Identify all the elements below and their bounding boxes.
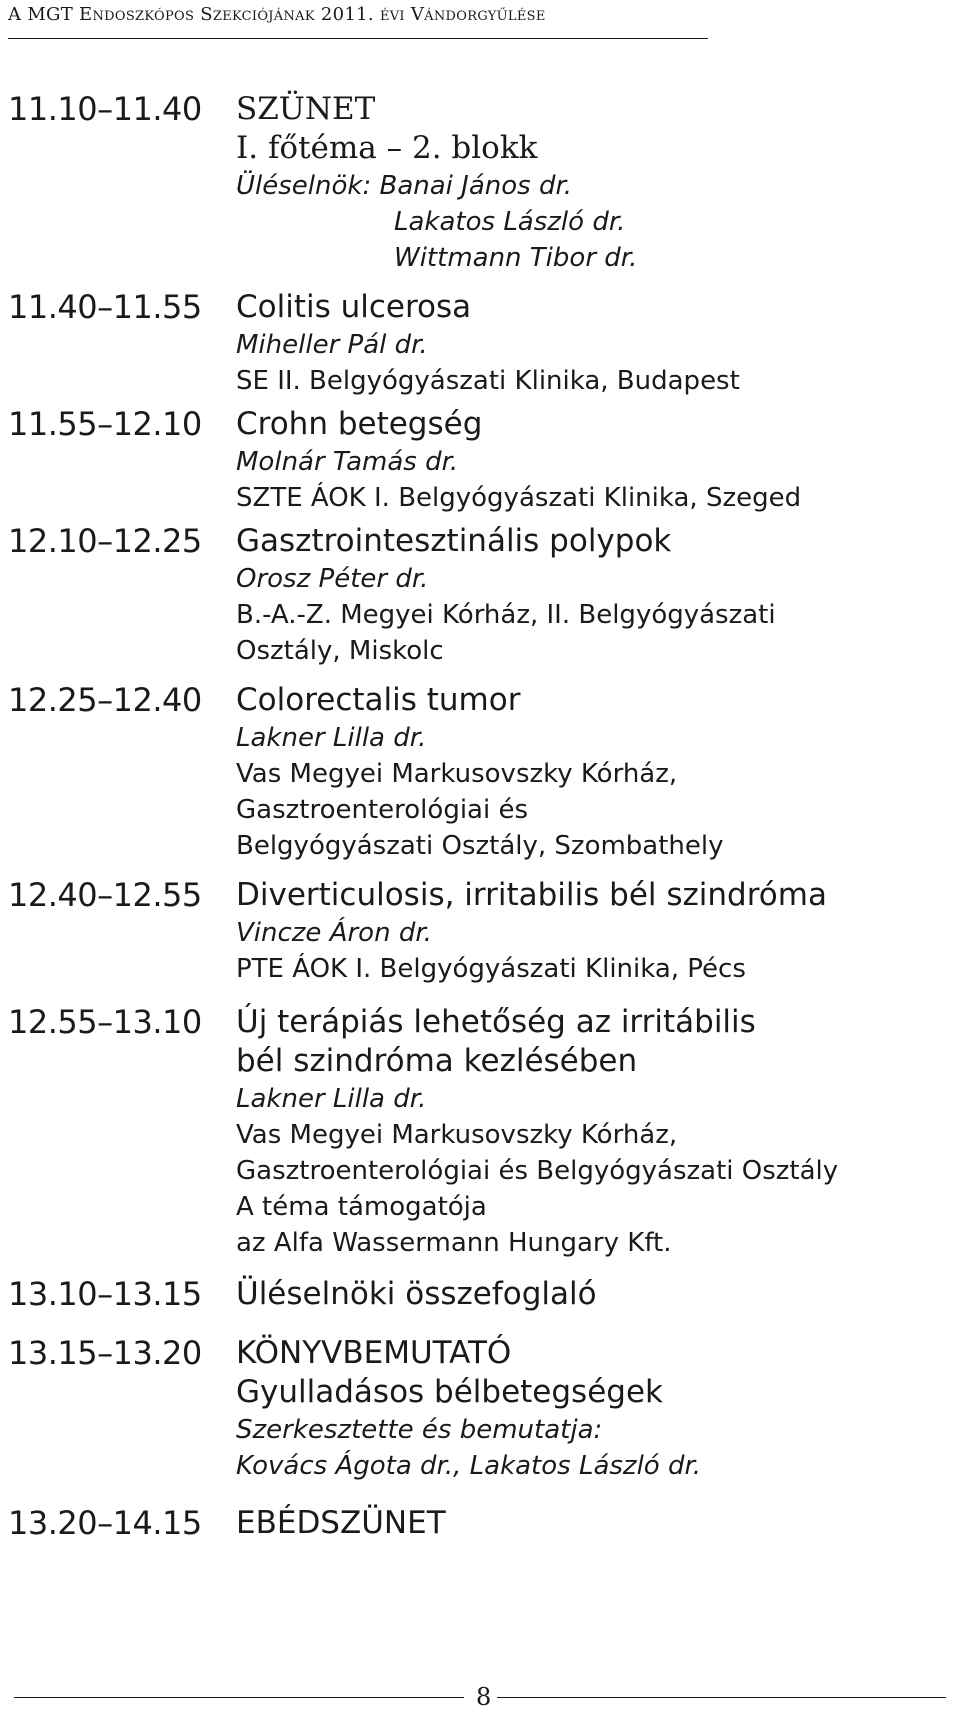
program-time: 13.10–13.15 [8,1275,202,1313]
program-title: Diverticulosis, irritabilis bél szindróma [236,877,827,913]
program-details [236,288,952,399]
header-divider [8,38,708,39]
program-time: 12.55–13.10 [8,1003,202,1041]
program-title-continued: bél szindróma kezlésében [236,1043,638,1079]
program-details [236,681,952,864]
speaker-name: Lakner Lilla dr. [236,723,427,753]
affiliation-line: PTE ÁOK I. Belgyógyászati Klinika, Pécs [236,954,746,984]
speaker-name: Üléselnök: Banai János dr. [236,171,573,201]
program-time: 12.40–12.55 [8,876,202,914]
page-header [8,0,952,25]
affiliation-line: az Alfa Wassermann Hungary Kft. [236,1228,672,1258]
affiliation-line: Gasztroenterológiai és [236,795,529,825]
program-item [8,90,952,276]
speaker-name: Vincze Áron dr. [236,918,432,948]
affiliation-line: Vas Megyei Markusovszky Kórház, [236,759,678,789]
program-item [8,522,952,669]
program-details [236,90,952,276]
program-details [236,1504,952,1543]
program-item [8,876,952,987]
program-title-continued: Gyulladásos bélbetegségek [236,1374,663,1410]
program-item [8,288,952,399]
program-time: 13.15–13.20 [8,1334,202,1372]
affiliation-line: B.-A.-Z. Megyei Kórház, II. Belgyógyászati [236,600,776,630]
program-title: Új terápiás lehetőség az irritábilis [236,1004,756,1040]
program-time: 11.40–11.55 [8,288,202,326]
program-item [8,405,952,516]
affiliation-line: SZTE ÁOK I. Belgyógyászati Klinika, Szeged [236,483,802,513]
program-item [8,1334,952,1484]
program-title: SZÜNET [236,91,376,127]
program-item [8,1275,952,1314]
speaker-name: Kovács Ágota dr., Lakatos László dr. [236,1451,702,1481]
program-title: Crohn betegség [236,406,483,442]
footer-divider-left [14,1697,464,1698]
program-details [236,876,952,987]
speaker-name: Miheller Pál dr. [236,330,428,360]
program-details [236,405,952,516]
program-title: Gasztrointesztinális polypok [236,523,672,559]
affiliation-line: Belgyógyászati Osztály, Szombathely [236,831,724,861]
program-time: 12.25–12.40 [8,681,202,719]
program-time: 11.55–12.10 [8,405,202,443]
program-time: 13.20–14.15 [8,1504,202,1542]
chair-name: Lakatos László dr. [394,207,626,237]
speaker-name: Szerkesztette és bemutatja: [236,1415,603,1445]
speaker-name: Lakner Lilla dr. [236,1084,427,1114]
program-title: KÖNYVBEMUTATÓ [236,1335,512,1371]
chair-name: Wittmann Tibor dr. [394,243,638,273]
program-list [8,90,952,1543]
affiliation-line: SE II. Belgyógyászati Klinika, Budapest [236,366,740,396]
affiliation-line: Vas Megyei Markusovszky Kórház, [236,1120,678,1150]
speaker-name: Molnár Tamás dr. [236,447,459,477]
program-title: EBÉDSZÜNET [236,1505,446,1541]
program-time: 11.10–11.40 [8,90,202,128]
program-details [236,1003,952,1261]
affiliation-line: Gasztroenterológiai és Belgyógyászati Osztály [236,1156,839,1186]
program-title: Colorectalis tumor [236,682,521,718]
program-details [236,1334,952,1484]
footer-divider-right [496,1697,946,1698]
program-title: Colitis ulcerosa [236,289,472,325]
program-item [8,681,952,864]
affiliation-line: Osztály, Miskolc [236,636,444,666]
program-details [236,1275,952,1314]
program-item [8,1003,952,1261]
header-title: A MGT Endoszkópos Szekciójának 2011. évi Vándorgyűlése [8,4,546,25]
program-item [8,1504,952,1543]
program-time: 12.10–12.25 [8,522,202,560]
affiliation-line: A téma támogatója [236,1192,487,1222]
page-number: 8 [470,1683,497,1711]
speaker-name: Orosz Péter dr. [236,564,429,594]
session-label: I. főtéma – 2. blokk [236,130,538,166]
program-title: Üléselnöki összefoglaló [236,1276,597,1312]
program-details [236,522,952,669]
